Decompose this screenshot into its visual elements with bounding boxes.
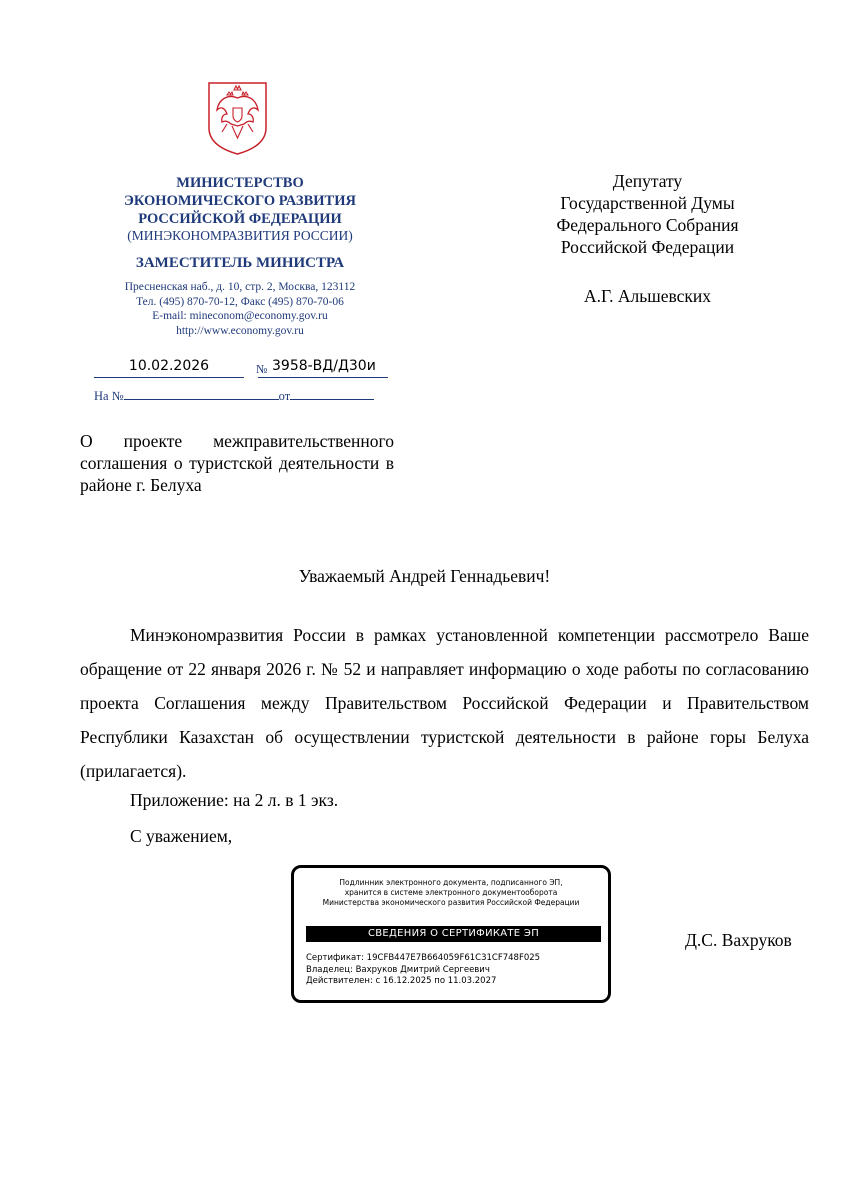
position-title: ЗАМЕСТИТЕЛЬ МИНИСТРА: [135, 255, 345, 271]
attachment-note: Приложение: на 2 л. в 1 экз.: [130, 790, 339, 810]
ministry-line-3: РОССИЙСКОЙ ФЕДЕРАЦИИ: [138, 211, 342, 227]
registration-number: [258, 358, 388, 378]
certificate-details: [306, 953, 540, 988]
coat-of-arms-icon: [205, 80, 270, 156]
contact-block: [80, 280, 400, 338]
addressee-line-1: Депутату: [612, 171, 683, 191]
ministry-line-2: ЭКОНОМИЧЕСКОГО РАЗВИТИЯ: [124, 193, 356, 209]
certificate-validity: Действителен: с 16.12.2025 по 11.03.2027: [306, 976, 497, 986]
addressee-line-2: Государственной Думы: [560, 193, 735, 213]
addressee-line-3: Федерального Собрания: [556, 215, 739, 235]
letter-subject: О проекте межправительственного соглашения о туристской деятельности в районе г. Белуха: [80, 431, 394, 495]
certificate-owner: Владелец: Вахруков Дмитрий Сергеевич: [306, 964, 490, 975]
registration-number-label: №: [256, 362, 268, 376]
addressee-line-4: Российской Федерации: [560, 237, 735, 257]
closing: С уважением,: [130, 826, 233, 846]
from-label: от: [278, 389, 291, 403]
certificate-info-bar: СВЕДЕНИЯ О СЕРТИФИКАТЕ ЭП: [306, 926, 601, 942]
certificate-number: Сертификат: 19CFB447E7B664059F61C31CF748F025: [306, 953, 541, 963]
signer-name: Д.С. Вахруков: [685, 930, 792, 950]
registration-number-value: 3958-ВД/Д30и: [272, 358, 376, 374]
addressee-name: А.Г. Альшевских: [583, 286, 712, 306]
phone-fax: Тел. (495) 870-70-12, Факс (495) 870-70-06: [136, 295, 344, 308]
ministry-line-1: МИНИСТЕРСТВО: [176, 175, 304, 191]
ministry-abbreviation: (МИНЭКОНОМРАЗВИТИЯ РОССИИ): [127, 228, 353, 243]
email: E-mail: mineconom@economy.gov.ru: [152, 310, 328, 322]
reply-to-line: [94, 386, 374, 404]
body-paragraph: Минэкономразвития России в рамках установленной компетенции рассмотрело Ваше обращение от 22 января 2026 г. № 52 и направляет информацию о ходе работы по согласованию проекта Соглашения между Правительством Российской Федерации и Правительством Республики Казахстан об осуществлении туристской деятельности в районе горы Белуха (прилагается).: [80, 625, 809, 781]
stamp-header-line-2: хранится в системе электронного документооборота: [344, 888, 558, 897]
ministry-name: [80, 174, 400, 228]
address: Пресненская наб., д. 10, стр. 2, Москва, 123112: [124, 281, 356, 293]
stamp-header: [300, 878, 602, 908]
addressee-block: [530, 170, 765, 258]
electronic-signature-stamp: [291, 865, 611, 1003]
letter-body: [80, 618, 809, 788]
stamp-header-line-1: Подлинник электронного документа, подписанного ЭП,: [339, 878, 563, 887]
stamp-header-line-3: Министерства экономического развития Российской Федерации: [322, 898, 580, 907]
reply-to-label: На №: [94, 389, 124, 403]
registration-date: 10.02.2026: [94, 358, 244, 378]
salutation: Уважаемый Андрей Геннадьевич!: [298, 566, 551, 586]
website: http://www.economy.gov.ru: [176, 324, 304, 337]
